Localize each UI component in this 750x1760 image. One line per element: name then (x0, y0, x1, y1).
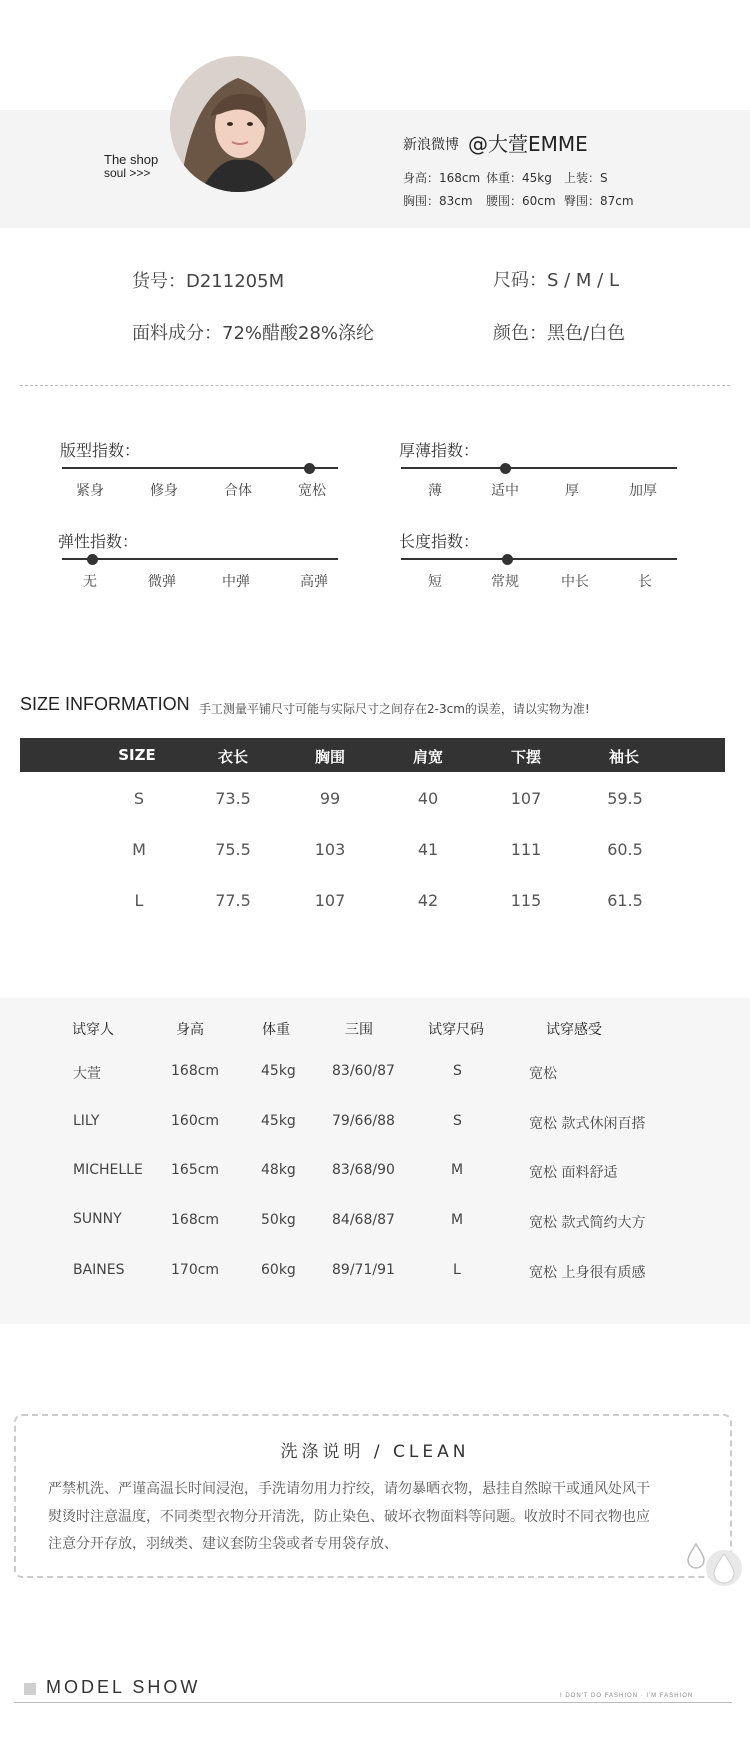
tryon-cell: MICHELLE (73, 1162, 143, 1178)
fit-index-label: 宽松 (298, 483, 326, 499)
size-info-note: 手工测量平铺尺寸可能与实际尺寸之间存在2-3cm的误差，请以实物为准! (199, 702, 590, 716)
elasticity-index-title: 弹性指数： (58, 532, 139, 551)
fit-index-label: 紧身 (76, 483, 104, 499)
tryon-cell: 宽松 款式简约大方 (529, 1215, 646, 1231)
elasticity-index-marker (87, 554, 98, 565)
shop-slogan-line1: The shop (104, 152, 159, 167)
model-hip: 臀围：87cm (564, 194, 634, 208)
shop-slogan-line2: soul >>> (104, 166, 151, 180)
wash-title: 洗涤说明 / CLEAN (280, 1442, 470, 1462)
thickness-index-track (401, 467, 677, 469)
item-number: 货号：D211205M (132, 271, 285, 292)
size-table-cell: 107 (510, 789, 542, 808)
tryon-cell: 170cm (171, 1262, 220, 1278)
elasticity-index-track (62, 558, 338, 560)
size-table-header-cell: 袖长 (608, 748, 639, 766)
tryon-header-cell: 三围 (345, 1022, 373, 1038)
thickness-index-label: 厚 (565, 483, 579, 499)
avatar (170, 56, 306, 192)
tryon-cell: 168cm (171, 1063, 220, 1079)
tryon-cell: 48kg (261, 1162, 296, 1178)
elasticity-index-label: 中弹 (222, 574, 250, 590)
size-table-header-cell: 胸围 (314, 748, 345, 766)
length-index-marker (502, 554, 513, 565)
size-table-cell: 40 (417, 789, 439, 808)
model-show-marker (24, 1683, 36, 1695)
tryon-header-cell: 身高 (176, 1022, 204, 1038)
tryon-cell: M (451, 1162, 464, 1178)
tryon-cell: SUNNY (73, 1211, 122, 1227)
length-index-title: 长度指数： (399, 532, 480, 551)
thickness-index-marker (500, 463, 511, 474)
tryon-cell: 宽松 (529, 1066, 557, 1082)
size-table-cell: 107 (314, 891, 346, 910)
fit-index-title: 版型指数： (60, 441, 141, 460)
thickness-index-label: 加厚 (629, 483, 657, 499)
length-index-label: 短 (428, 574, 442, 590)
color-options: 颜色：黑色/白色 (493, 323, 626, 344)
size-table-cell: 75.5 (215, 840, 251, 859)
tryon-cell: 大萱 (73, 1066, 101, 1082)
tryon-header-cell: 体重 (262, 1022, 290, 1038)
tryon-cell: L (453, 1262, 461, 1278)
tryon-cell: 宽松 面料舒适 (529, 1165, 618, 1181)
size-table-cell: 41 (417, 840, 439, 859)
tryon-cell: M (451, 1212, 464, 1228)
tryon-cell: S (453, 1063, 462, 1079)
tryon-cell: 宽松 上身很有质感 (529, 1265, 646, 1281)
size-table-cell: 60.5 (607, 840, 643, 859)
tryon-header-cell: 试穿感受 (546, 1022, 602, 1038)
tryon-cell: 45kg (261, 1063, 296, 1079)
tryon-cell: BAINES (73, 1262, 125, 1278)
tryon-cell: 50kg (261, 1212, 296, 1228)
size-table-header-cell: 下摆 (510, 748, 541, 766)
elasticity-index-label: 微弹 (148, 574, 176, 590)
length-index-label: 中长 (561, 574, 589, 590)
size-info-title: SIZE INFORMATION (20, 694, 190, 714)
size-range: 尺码：S / M / L (493, 270, 619, 291)
tryon-cell: 45kg (261, 1113, 296, 1129)
model-show-divider (14, 1702, 732, 1703)
size-table-cell: 111 (510, 840, 542, 859)
length-index-label: 常规 (491, 574, 519, 590)
model-height: 身高：168cm (403, 171, 481, 185)
wash-text-line: 严禁机洗、严谨高温长时间浸泡，手洗请勿用力拧绞，请勿暴晒衣物，悬挂自然晾干或通风处风干 (48, 1481, 650, 1497)
tryon-cell: S (453, 1113, 462, 1129)
tryon-cell: 83/68/90 (332, 1162, 395, 1178)
fit-index-label: 修身 (150, 483, 178, 499)
model-bust: 胸围：83cm (403, 194, 473, 208)
section-divider (20, 385, 730, 386)
weibo-handle: @大萱EMME (468, 132, 588, 156)
size-table-cell: M (132, 840, 146, 859)
tryon-header-cell: 试穿人 (72, 1022, 114, 1038)
tryon-cell: 160cm (171, 1113, 220, 1129)
size-table-cell: 115 (510, 891, 542, 910)
length-index-label: 长 (638, 574, 652, 590)
elasticity-index-label: 高弹 (300, 574, 328, 590)
thickness-index-label: 薄 (428, 483, 442, 499)
fabric-composition: 面料成分：72%醋酸28%涤纶 (132, 323, 375, 344)
thickness-index-label: 适中 (491, 483, 519, 499)
tryon-cell: 宽松 款式休闲百搭 (529, 1116, 646, 1132)
tryon-cell: 83/60/87 (332, 1063, 395, 1079)
tryon-cell: 60kg (261, 1262, 296, 1278)
size-table-cell: 42 (417, 891, 439, 910)
model-waist: 腰围：60cm (486, 194, 556, 208)
model-show-tagline: I DON'T DO FASHION · I'M FASHION (560, 1693, 694, 1699)
fit-index-marker (304, 463, 315, 474)
size-table-cell: 99 (319, 789, 341, 808)
tryon-cell: LILY (73, 1113, 100, 1129)
water-drop-icon (684, 1540, 744, 1592)
model-top-size: 上装：S (564, 171, 608, 185)
tryon-cell: 84/68/87 (332, 1212, 395, 1228)
tryon-cell: 89/71/91 (332, 1262, 395, 1278)
size-table-cell: 73.5 (215, 789, 251, 808)
wash-text-line: 熨烫时注意温度，不同类型衣物分开清洗，防止染色、破坏衣物面料等问题。收放时不同衣物也应 (48, 1509, 650, 1525)
size-table-header-cell: SIZE (118, 746, 156, 764)
avatar-photo (170, 56, 306, 192)
size-table-header-cell: 衣长 (217, 748, 248, 766)
size-table-header (20, 738, 725, 772)
length-index-track (401, 558, 677, 560)
fit-index-label: 合体 (224, 483, 252, 499)
fit-index-track (62, 467, 338, 469)
size-table-header-cell: 肩宽 (412, 748, 443, 766)
tryon-cell: 165cm (171, 1162, 220, 1178)
model-show-title: MODEL SHOW (46, 1677, 201, 1697)
tryon-cell: 168cm (171, 1212, 220, 1228)
size-table-cell: 61.5 (607, 891, 643, 910)
thickness-index-title: 厚薄指数： (399, 441, 480, 460)
size-table-cell: S (133, 789, 145, 808)
size-table-cell: L (134, 891, 144, 910)
size-table-cell: 77.5 (215, 891, 251, 910)
size-table-cell: 59.5 (607, 789, 643, 808)
size-table-cell: 103 (314, 840, 346, 859)
model-weight: 体重：45kg (486, 171, 552, 185)
elasticity-index-label: 无 (83, 574, 97, 590)
tryon-cell: 79/66/88 (332, 1113, 395, 1129)
weibo-label: 新浪微博 (403, 137, 459, 153)
wash-text-line: 注意分开存放，羽绒类、建议套防尘袋或者专用袋存放、 (48, 1536, 398, 1552)
tryon-header-cell: 试穿尺码 (428, 1022, 484, 1038)
